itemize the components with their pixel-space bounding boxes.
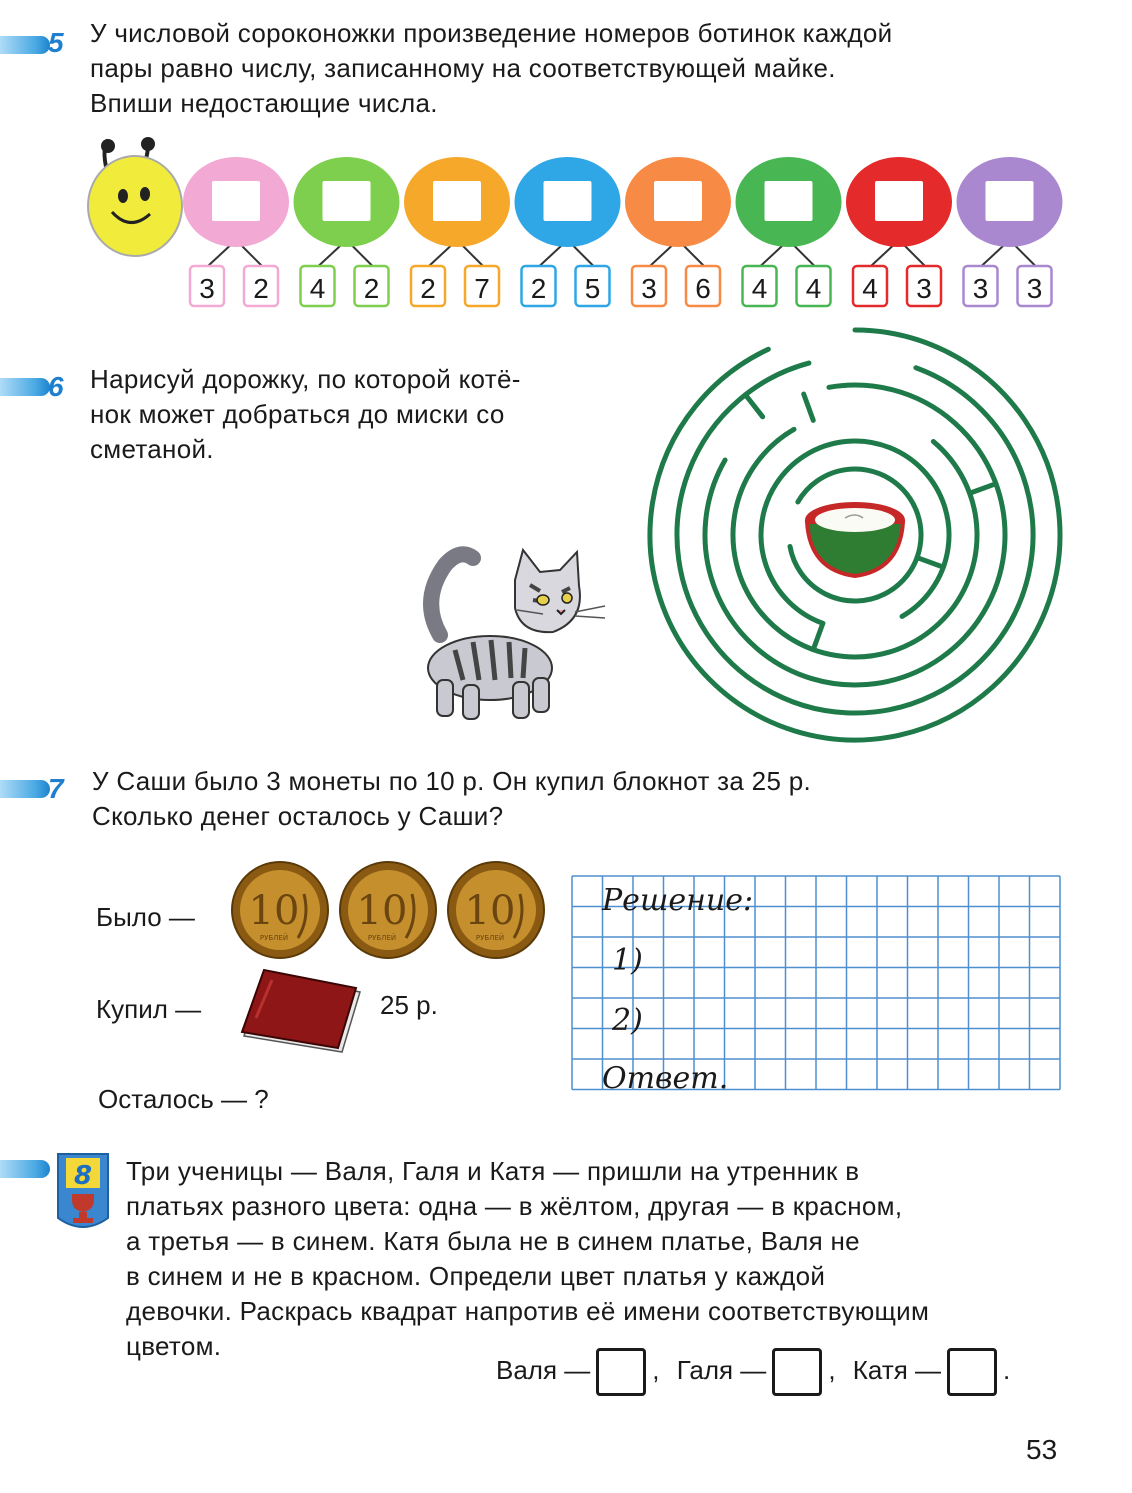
shirt-number-box[interactable] xyxy=(986,181,1034,221)
centipede-segment xyxy=(515,157,621,306)
coins xyxy=(225,858,555,968)
task8-line-6: цветом. xyxy=(126,1331,222,1361)
coin-value: 10 xyxy=(464,888,516,934)
coin-10-rub xyxy=(232,862,328,958)
task7-marker xyxy=(0,780,50,798)
centipede-segment xyxy=(294,157,400,306)
notebook-price: 25 р. xyxy=(380,990,438,1020)
centipede-segment xyxy=(736,157,842,306)
shoe-number: 2 xyxy=(363,273,380,304)
solution-step-2: 2) xyxy=(612,1003,643,1038)
task8-text xyxy=(126,1154,1062,1364)
shoe-number: 2 xyxy=(253,273,269,304)
centipede-head xyxy=(88,137,182,256)
answer-katya-box[interactable] xyxy=(947,1348,997,1396)
task7-number: 7 xyxy=(48,773,64,804)
shoe-number: 2 xyxy=(420,273,436,304)
shoe-number: 4 xyxy=(751,273,768,304)
maze-wall xyxy=(745,395,762,417)
shirt-number-box[interactable] xyxy=(765,181,813,221)
solution-heading: Решение: xyxy=(602,883,754,918)
solution-step-1: 1) xyxy=(612,943,643,978)
task7-line-1: У Саши было 3 монеты по 10 р. Он купил блокнот за 25 р. xyxy=(92,766,812,796)
task5-line-3: Впиши недостающие числа. xyxy=(90,88,438,118)
answer-separator-1: , xyxy=(652,1354,660,1385)
answer-valya-box[interactable] xyxy=(596,1348,646,1396)
answer-valya-label: Валя — xyxy=(496,1354,591,1385)
bought-label: Купил — xyxy=(96,994,202,1024)
maze-wall xyxy=(813,623,823,649)
maze-wall xyxy=(970,484,996,494)
shirt-number-box[interactable] xyxy=(212,181,260,221)
task8-line-5: девочки. Раскрась квадрат напротив её имени соответствующим xyxy=(126,1296,930,1326)
task8-number: 8 xyxy=(73,1161,93,1191)
centipede-figure xyxy=(0,0,1132,320)
sour-cream-bowl xyxy=(805,502,905,576)
centipede-segment xyxy=(183,157,289,306)
had-label: Было — xyxy=(96,902,195,932)
coin-10-rub xyxy=(448,862,544,958)
page-number: 53 xyxy=(1026,1434,1058,1465)
answer-galya-label: Галя — xyxy=(676,1354,767,1385)
shirt-number-box[interactable] xyxy=(544,181,592,221)
task8-line-3: а третья — в синем. Катя была не в синем платье, Валя не xyxy=(126,1226,860,1256)
task7-text xyxy=(92,764,1060,834)
centipede-segment xyxy=(625,157,731,306)
coin-caption: РУБЛЕЙ xyxy=(475,934,505,942)
shoe-number: 3 xyxy=(199,273,215,304)
shoe-number: 2 xyxy=(530,273,547,304)
task7-line-2: Сколько денег осталось у Саши? xyxy=(92,801,504,831)
centipede-segment xyxy=(404,157,510,306)
maze-figure xyxy=(640,330,1080,750)
answer-row xyxy=(496,1348,1010,1396)
shoe-number: 4 xyxy=(309,273,326,304)
coin-caption: РУБЛЕЙ xyxy=(367,934,397,942)
notebook-icon xyxy=(236,966,366,1056)
shirt-number-box[interactable] xyxy=(433,181,481,221)
task5-line-2: пары равно числу, записанному на соответствующей майке. xyxy=(90,53,836,83)
coin-caption: РУБЛЕЙ xyxy=(259,934,289,942)
shoe-number: 3 xyxy=(972,273,989,304)
task6-line-1: Нарисуй дорожку, по которой котё- xyxy=(90,364,521,394)
maze-wall xyxy=(804,394,814,420)
shoe-number: 6 xyxy=(695,273,711,304)
trophy-badge xyxy=(56,1152,110,1236)
answer-katya-label: Катя — xyxy=(852,1354,942,1385)
shoe-number: 7 xyxy=(474,273,490,304)
solution-answer: Ответ. xyxy=(602,1061,729,1096)
task5-line-1: У числовой сороконожки произведение номеров ботинок каждой xyxy=(90,18,893,48)
centipede-segment xyxy=(957,157,1063,306)
shirt-number-box[interactable] xyxy=(875,181,923,221)
shoe-number: 3 xyxy=(1026,273,1043,304)
shirt-number-box[interactable] xyxy=(654,181,702,221)
answer-galya-box[interactable] xyxy=(772,1348,822,1396)
coin-10-rub xyxy=(340,862,436,958)
task6-text xyxy=(90,362,650,467)
solution-grid xyxy=(572,876,1064,1094)
shoe-number: 3 xyxy=(641,273,657,304)
kitten-illustration xyxy=(385,540,625,740)
coin-value: 10 xyxy=(248,888,300,934)
task5-number: 5 xyxy=(48,27,64,58)
shirt-number-box[interactable] xyxy=(323,181,371,221)
shoe-number: 3 xyxy=(916,273,932,304)
task6-line-3: сметаной. xyxy=(90,434,214,464)
shoe-number: 5 xyxy=(584,273,601,304)
task6-marker xyxy=(0,378,50,396)
task6-number: 6 xyxy=(48,371,64,402)
answer-end: . xyxy=(1003,1354,1011,1385)
shoe-number: 4 xyxy=(805,273,822,304)
answer-separator-2: , xyxy=(828,1354,836,1385)
maze-wall xyxy=(917,558,943,568)
centipede-segment xyxy=(846,157,952,306)
task6-line-2: нок может добраться до миски со xyxy=(90,399,505,429)
coin-value: 10 xyxy=(356,888,408,934)
shoe-number: 4 xyxy=(862,273,878,304)
task8-line-4: в синем и не в красном. Определи цвет платья у каждой xyxy=(126,1261,826,1291)
task8-marker xyxy=(0,1160,50,1178)
task8-line-1: Три ученицы — Валя, Галя и Катя — пришли на утренник в xyxy=(126,1156,860,1186)
task8-line-2: платьях разного цвета: одна — в жёлтом, другая — в красном, xyxy=(126,1191,903,1221)
left-label: Осталось — ? xyxy=(98,1084,269,1114)
